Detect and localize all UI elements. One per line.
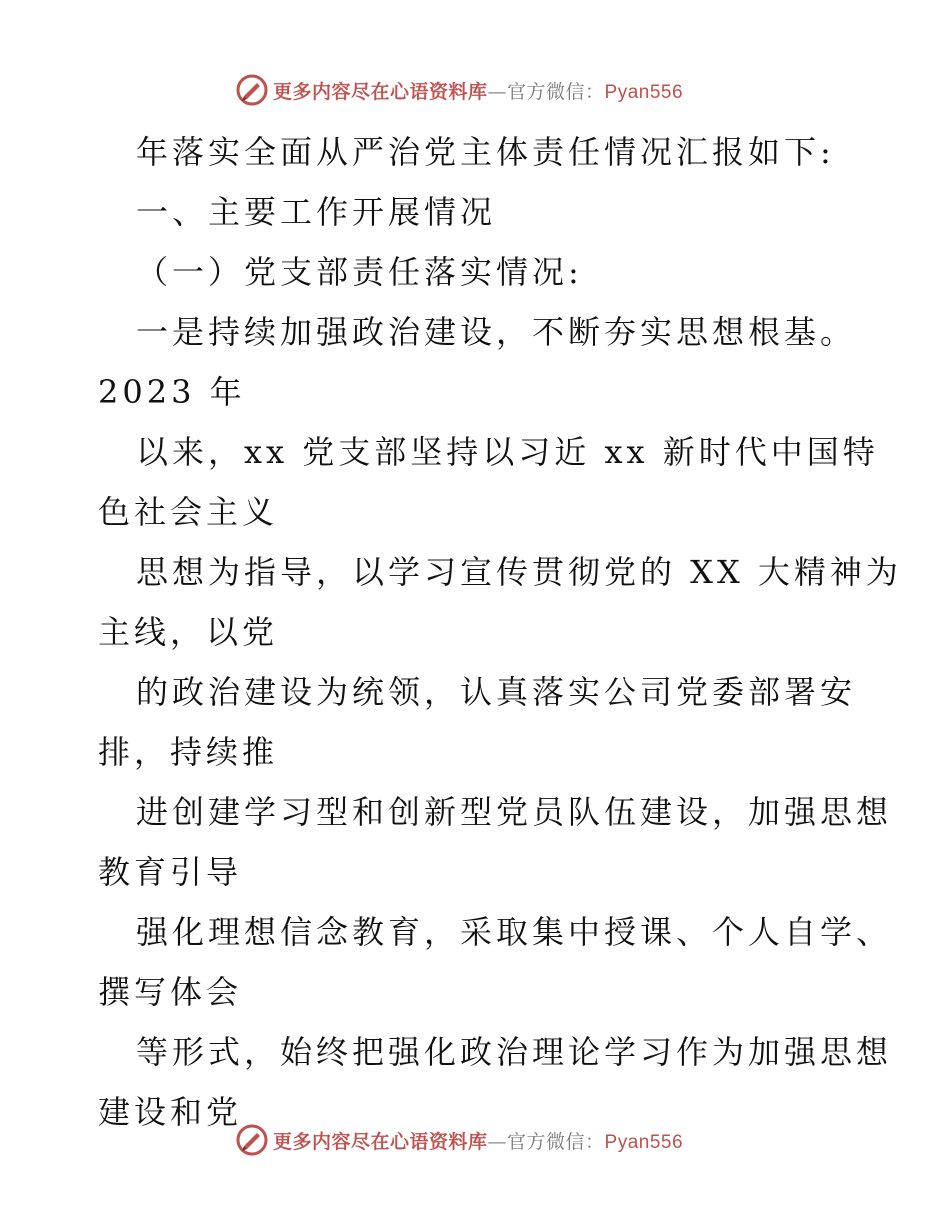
watermark-wechat-label: 官方微信： xyxy=(507,1130,605,1153)
paragraph-line: 主线，以党 xyxy=(98,613,279,651)
watermark-slogan: 更多内容尽在心语资料库 xyxy=(273,1130,488,1153)
paragraph-line: 撰写体会 xyxy=(98,973,243,1011)
header-watermark xyxy=(235,72,715,108)
document-body xyxy=(98,122,902,1142)
watermark-wechat-label: 官方微信： xyxy=(507,80,605,103)
header-watermark-text xyxy=(273,77,683,104)
paragraph-line: 建设和党 xyxy=(98,1093,243,1131)
footer-watermark-text xyxy=(273,1127,683,1154)
watermark-wechat-id: Pyan556 xyxy=(604,1131,684,1153)
paragraph-line: 强化理想信念教育，采取集中授课、个人自学、 xyxy=(136,913,893,951)
section-heading: 一、主要工作开展情况 xyxy=(136,193,497,231)
subsection-heading: （一）党支部责任落实情况: xyxy=(136,253,583,291)
paragraph-line: 排，持续推 xyxy=(98,733,279,771)
watermark-dash: — xyxy=(487,1130,508,1153)
footer-watermark xyxy=(235,1122,715,1158)
paragraph-line: 等形式，始终把强化政治理论学习作为加强思想 xyxy=(136,1033,893,1071)
paragraph-line: 的政治建设为统领，认真落实公司党委部署安 xyxy=(136,673,857,711)
paragraph-line: 2023 年 xyxy=(98,373,246,411)
paragraph-line: 教育引导 xyxy=(98,853,243,891)
paragraph-line: 以来，xx 党支部坚持以习近 xx 新时代中国特 xyxy=(136,433,879,471)
pen-circle-logo-icon xyxy=(235,73,269,107)
paragraph-line: 思想为指导，以学习宣传贯彻党的 XX 大精神为 xyxy=(136,553,902,591)
paragraph-line: 年落实全面从严治党主体责任情况汇报如下: xyxy=(136,133,835,171)
watermark-slogan: 更多内容尽在心语资料库 xyxy=(273,80,488,103)
paragraph-line: 一是持续加强政治建设，不断夯实思想根基。 xyxy=(136,313,857,351)
pen-circle-logo-icon xyxy=(235,1123,269,1157)
paragraph-line: 进创建学习型和创新型党员队伍建设，加强思想 xyxy=(136,793,893,831)
paragraph-line: 色社会主义 xyxy=(98,493,279,531)
watermark-wechat-id: Pyan556 xyxy=(604,81,684,103)
watermark-dash: — xyxy=(487,80,508,103)
